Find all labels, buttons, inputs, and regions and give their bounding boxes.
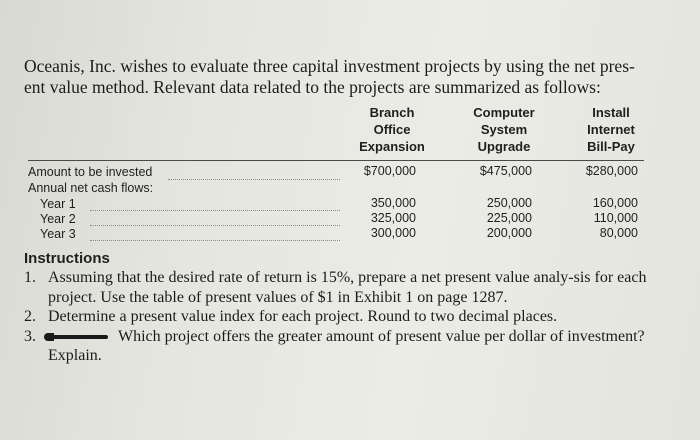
header-rule — [28, 160, 644, 161]
row-label-year-2: Year 2 — [40, 212, 76, 226]
value-year1-computer: 250,000 — [486, 196, 532, 210]
intro-line-1: Oceanis, Inc. wishes to evaluate three capital investment projects by using the net pres- — [24, 56, 635, 76]
leader-dots — [90, 210, 340, 211]
instruction-item-2: 2. Determine a present value index for each project. Round to two decimal places. — [24, 308, 558, 325]
row-label-invested: Amount to be invested — [28, 165, 153, 179]
value-year2-billpay: 110,000 — [593, 211, 638, 225]
row-label-cash-flows: Annual net cash flows: — [28, 181, 154, 195]
row-label-year-1: Year 1 — [40, 197, 76, 211]
value-year1-branch: 350,000 — [370, 196, 416, 210]
value-year2-branch: 325,000 — [370, 211, 416, 225]
problem-intro — [24, 56, 674, 98]
value-invested-computer: $475,000 — [479, 164, 532, 178]
instruction-item-1: 1. Assuming that the desired rate of return is 15%, prepare a net present value analy-sis for each project. Use the table of present values of $1 in Exhibit 1 on page 1287. — [24, 269, 647, 306]
leader-dots — [90, 225, 340, 226]
leader-dots — [168, 179, 340, 180]
value-year3-branch: 300,000 — [370, 226, 416, 240]
column-header-branch-office: Branch Office Expansion — [359, 105, 425, 154]
value-year3-computer: 200,000 — [486, 226, 532, 240]
value-year3-billpay: 80,000 — [599, 226, 638, 240]
instruction-text-2: Determine a present value index for each project. Round to two decimal places. — [48, 308, 558, 325]
value-invested-branch: $700,000 — [363, 164, 416, 178]
intro-line-2: ent value method. Relevant data related to the projects are summarized as follows: — [24, 77, 601, 97]
column-header-computer-system: Computer System Upgrade — [473, 105, 535, 154]
value-year2-computer: 225,000 — [486, 211, 532, 225]
instruction-text-1: Assuming that the desired rate of return is 15%, prepare a net present value analy-sis for each project. Use the table of present values of $1 in Exhibit 1 on page 1287. — [48, 269, 647, 306]
ethics-arrow-icon — [48, 335, 108, 339]
column-header-internet-bill-pay: Install Internet Bill-Pay — [587, 105, 635, 154]
instructions-heading: Instructions — [24, 250, 110, 267]
instruction-text-3: Which project offers the greater amount of present value per dollar of investment? Explain. — [48, 327, 645, 364]
row-label-year-3: Year 3 — [40, 227, 76, 241]
instruction-item-3: 3. Which project offers the greater amount of present value per dollar of investment? Explain. — [24, 327, 645, 364]
value-year1-billpay: 160,000 — [592, 196, 638, 210]
value-invested-billpay: $280,000 — [585, 164, 638, 178]
instructions-list — [24, 268, 674, 366]
leader-dots — [90, 240, 340, 241]
